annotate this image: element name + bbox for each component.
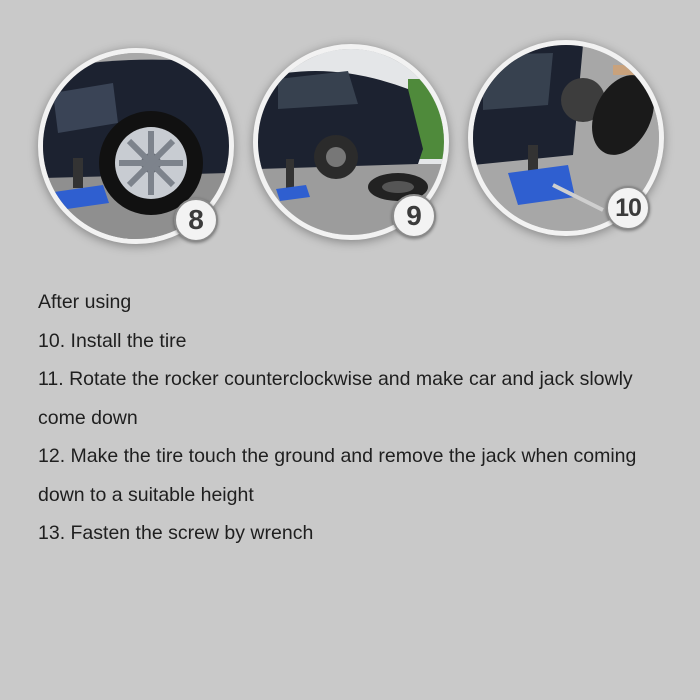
step-10-badge: 10 <box>606 186 650 230</box>
instruction-line: 12. Make the tire touch the ground and remove the jack when coming <box>38 445 637 467</box>
instruction-line: 10. Install the tire <box>38 329 187 352</box>
step-9-badge: 9 <box>392 194 436 238</box>
instruction-line: down to a suitable height <box>38 483 254 506</box>
step-8-badge: 8 <box>174 198 218 242</box>
instruction-line: come down <box>38 406 138 429</box>
step-photo-row <box>0 0 700 270</box>
instructions-text <box>38 283 688 553</box>
instructions-heading: After using <box>38 291 132 313</box>
instruction-line: 13. Fasten the screw by wrench <box>38 522 314 544</box>
instruction-line: 11. Rotate the rocker counterclockwise and make car and jack slowly <box>38 368 633 390</box>
